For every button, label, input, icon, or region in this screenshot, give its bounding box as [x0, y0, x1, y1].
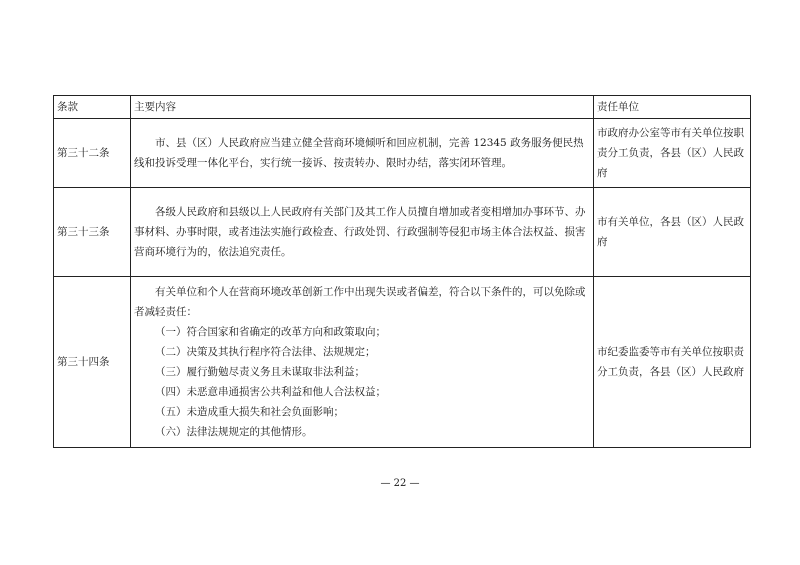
content-list-item: （四）未恶意串通损害公共利益和他人合法权益； — [155, 386, 386, 398]
table-row — [54, 188, 751, 277]
content-paragraph: 各级人民政府和县级以上人民政府有关部门及其工作人员擅自增加或者变相增加办事环节、办事材料、办事时限，或者违法实施行政检查、行政处罚、行政强制等侵犯市场主体合法权益、损害营商环境行为的，依法追究责任。 — [134, 206, 586, 258]
table-header-row — [54, 96, 751, 119]
content-paragraph: 有关单位和个人在营商环境改革创新工作中出现失误或者偏差，符合以下条件的，可以免除或者减轻责任： — [134, 286, 586, 318]
content-cell — [131, 119, 594, 188]
article-cell: 第三十三条 — [54, 188, 131, 277]
article-cell: 第三十二条 — [54, 119, 131, 188]
content-list-item: （三）履行勤勉尽责义务且未谋取非法利益； — [155, 366, 365, 378]
content-list-item: （二）决策及其执行程序符合法律、法规规定； — [155, 346, 376, 358]
content-cell — [131, 277, 594, 448]
header-content: 主要内容 — [131, 96, 594, 119]
header-unit: 责任单位 — [594, 96, 751, 119]
unit-cell: 市纪委监委等市有关单位按职责分工负责，各县（区）人民政府 — [594, 277, 751, 448]
table-row — [54, 277, 751, 448]
page-number: — 22 — — [380, 478, 420, 489]
unit-cell: 市有关单位，各县（区）人民政府 — [594, 188, 751, 277]
article-cell: 第三十四条 — [54, 277, 131, 448]
content-cell — [131, 188, 594, 277]
content-list-item: （五）未造成重大损失和社会负面影响； — [155, 406, 344, 418]
content-list-item: （一）符合国家和省确定的改革方向和政策取向； — [155, 326, 386, 338]
unit-cell: 市政府办公室等市有关单位按职责分工负责，各县（区）人民政府 — [594, 119, 751, 188]
content-paragraph: 市、县（区）人民政府应当建立健全营商环境倾听和回应机制，完善 12345 政务服务便民热线和投诉受理一体化平台，实行统一接诉、按责转办、限时办结，落实闭环管理。 — [134, 137, 584, 169]
header-article: 条款 — [54, 96, 131, 119]
table-row — [54, 119, 751, 188]
content-list-item: （六）法律法规规定的其他情形。 — [155, 426, 313, 438]
regulation-table — [53, 95, 751, 448]
